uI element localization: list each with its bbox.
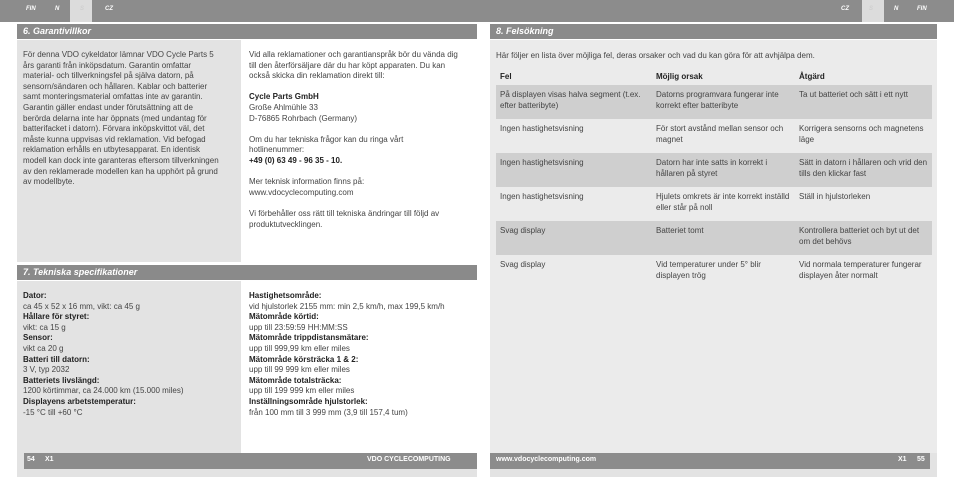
- spec-value: 3 V, typ 2032: [23, 365, 70, 375]
- lang-cz-left: CZ: [105, 6, 113, 12]
- lang-fin-right: FIN: [917, 6, 927, 12]
- cell-atgard: Kontrollera batteriet och byt ut det om det behövs: [795, 221, 932, 255]
- cell-fel: På displayen visas halva segment (t.ex. efter batteribyte): [496, 85, 652, 119]
- table-row: [496, 187, 932, 221]
- company-city: D-76865 Rohrbach (Germany): [249, 113, 358, 123]
- table-row: [496, 119, 932, 153]
- spec-label: Hållare för styret:: [23, 312, 90, 322]
- troubleshoot-table: [496, 70, 932, 289]
- spec-label: Mätområde körsträcka 1 & 2:: [249, 354, 359, 364]
- cell-fel: Svag display: [500, 260, 546, 269]
- hotline-number: +49 (0) 63 49 - 96 35 - 10.: [249, 155, 343, 165]
- spec-label: Mätområde körtid:: [249, 312, 319, 322]
- col-header-fel: Fel: [500, 72, 512, 82]
- warranty-title-bar: [17, 24, 477, 39]
- cell-orsak: Hjulets omkrets är inte korrekt inställd eller står på noll: [656, 192, 790, 212]
- warranty-intro: Vid alla reklamationer och garantianspråk bör du vända dig till den återförsäljare där du har köpt apparaten. Du kan också skicka din reklamation direkt till:: [249, 50, 458, 81]
- cell-fel: Svag display: [496, 221, 652, 255]
- table-row: [496, 153, 932, 187]
- table-header-row: [496, 70, 932, 85]
- col-header-atgard: Åtgärd: [799, 72, 825, 82]
- specs-left: [23, 291, 235, 418]
- warranty-title: 6. Garantivillkor: [23, 26, 92, 36]
- specs-title: 7. Tekniska specifikationer: [23, 267, 138, 277]
- spec-label: Inställningsområde hjulstorlek:: [249, 396, 368, 406]
- spec-value: upp till 23:59:59 HH:MM:SS: [249, 322, 348, 332]
- cell-fel: Ingen hastighetsvisning: [496, 153, 652, 187]
- info-text: Mer teknisk information finns på: www.vdocyclecomputing.com: [249, 177, 365, 197]
- lang-s-right: S: [869, 6, 874, 12]
- warranty-body: För denna VDO cykeldator lämnar VDO Cycle Parts 5 års garanti från inköpsdatum. Garantin omfattar material- och tillverkningsfel på själva datorn, på sensorn/sändaren och hållaren. Kablar och batterier samt monteringsmaterial omfattas inte av garantin. Garantin gäller endast under förutsättning att de berörda delarna inte har öppnats (med undantag för batterifacket i datorn). Förvara inköpskvittot väl, det måste kunna uppvisas vid reklamation. Vid befogad reklamation erhålls en utbytesapparat. En identisk modell kan dock inte garanteras eftersom tillverkningen av den reklamerade modellen kan ha upphört på grund av modellbyte.: [23, 50, 219, 187]
- spec-label: Batteriets livslängd:: [23, 375, 100, 385]
- footer-model-right: X1: [898, 456, 907, 463]
- cell-orsak: Batteriet tomt: [652, 221, 795, 255]
- specs-title-bar: [17, 265, 477, 280]
- cell-orsak: För stort avstånd mellan sensor och magnet: [656, 124, 784, 144]
- cell-orsak: Vid temperaturer under 5° blir displayen trög: [656, 260, 761, 280]
- spec-value: -15 °C till +60 °C: [23, 407, 83, 417]
- footer-url: www.vdocyclecomputing.com: [496, 456, 597, 463]
- lang-fin-left: FIN: [26, 6, 36, 12]
- spec-value: vikt ca 20 g: [23, 343, 64, 353]
- warranty-contact: [249, 50, 459, 230]
- cell-atgard: Ta ut batteriet och sätt i ett nytt: [795, 85, 932, 119]
- spec-value: från 100 mm till 3 999 mm (3,9 till 157,4 tum): [249, 407, 408, 417]
- cell-atgard: Sätt in datorn i hållaren och vrid den tills den klickar fast: [795, 153, 932, 187]
- spec-value: upp till 99 999 km eller miles: [249, 365, 350, 375]
- lang-cz-right: CZ: [841, 6, 849, 12]
- lang-s-left: S: [80, 6, 85, 12]
- spec-label: Mätområde trippdistansmätare:: [249, 333, 369, 343]
- spec-label: Batteri till datorn:: [23, 354, 90, 364]
- company-street: Große Ahlmühle 33: [249, 102, 318, 112]
- spec-value: 1200 körtimmar, ca 24.000 km (15.000 miles): [23, 386, 184, 396]
- spec-value: vid hjulstorlek 2155 mm: min 2,5 km/h, max 199,5 km/h: [249, 301, 445, 311]
- footer-brand: VDO CYCLECOMPUTING: [367, 456, 451, 463]
- spec-value: vikt: ca 15 g: [23, 322, 66, 332]
- lang-n-right: N: [894, 6, 899, 12]
- troubleshoot-title: 8. Felsökning: [496, 26, 554, 36]
- cell-atgard: Vid normala temperaturer fungerar displayen åter normalt: [799, 260, 922, 280]
- specs-right: [249, 291, 461, 418]
- cell-atgard: Ställ in hjulstorleken: [799, 192, 871, 201]
- troubleshoot-intro: Här följer en lista över möjliga fel, deras orsaker och vad du kan göra för att avhjälpa dem.: [496, 51, 815, 60]
- spec-value: upp till 999,99 km eller miles: [249, 343, 350, 353]
- table-row: [496, 255, 932, 289]
- cell-orsak: Datorns programvara fungerar inte korrekt efter batteribyte: [652, 85, 795, 119]
- table-row: [496, 221, 932, 255]
- cell-orsak: Datorn har inte satts in korrekt i hållaren på styret: [652, 153, 795, 187]
- spec-label: Hastighetsområde:: [249, 291, 322, 300]
- spec-label: Sensor:: [23, 333, 53, 343]
- col-header-orsak: Möjlig orsak: [656, 72, 703, 82]
- spec-label: Mätområde totalsträcka:: [249, 375, 342, 385]
- troubleshoot-title-bar: [490, 24, 937, 39]
- cell-fel: Ingen hastighetsvisning: [500, 192, 584, 201]
- hotline-text: Om du har tekniska frågor kan du ringa vårt hotlinenummer:: [249, 134, 404, 155]
- footer-page-number-left: 54: [27, 456, 35, 463]
- table-row: [496, 85, 932, 119]
- changes-text: Vi förbehåller oss rätt till tekniska ändringar till följd av produktutvecklingen.: [249, 208, 440, 229]
- spec-value: upp till 199 999 km eller miles: [249, 386, 355, 396]
- footer-page-number-right: 55: [917, 456, 925, 463]
- spec-value: ca 45 x 52 x 16 mm, vikt: ca 45 g: [23, 301, 140, 311]
- company-name: Cycle Parts GmbH: [249, 92, 319, 102]
- spec-label: Dator:: [23, 291, 47, 300]
- spec-label: Displayens arbetstemperatur:: [23, 396, 136, 406]
- cell-fel: Ingen hastighetsvisning: [500, 124, 584, 133]
- lang-n-left: N: [55, 6, 60, 12]
- footer-model-left: X1: [45, 456, 54, 463]
- cell-atgard: Korrigera sensorns och magnetens läge: [799, 124, 924, 144]
